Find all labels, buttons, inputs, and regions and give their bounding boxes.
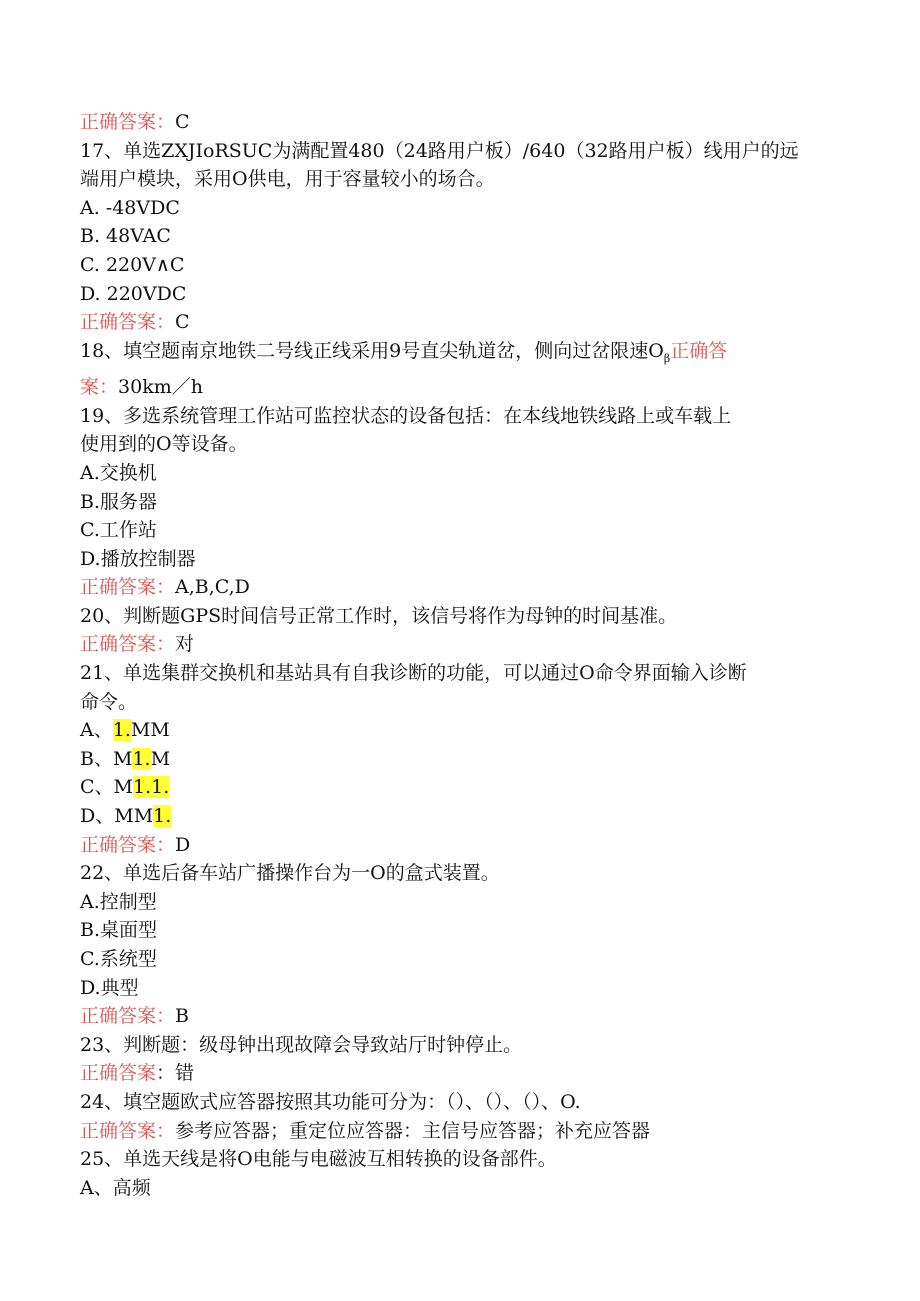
- question-18-line-1: [80, 337, 840, 373]
- answer-line: [80, 373, 840, 402]
- option-c: C.工作站: [80, 519, 157, 542]
- option-text: MM: [130, 719, 170, 742]
- option-mark: A、: [80, 719, 113, 742]
- answer-value: C: [175, 311, 190, 334]
- option-text: M: [112, 747, 133, 770]
- option-c: [80, 773, 840, 802]
- answer-label: 正确答: [670, 339, 728, 362]
- option-text: MM: [114, 805, 154, 828]
- answer-label: 正确答案：: [80, 633, 176, 656]
- answer-line: [80, 1117, 840, 1146]
- answer-value: C: [175, 111, 190, 133]
- question-17-line-1: 17、单选ZXJIoRSUC为满配置480（24路用户板）/640（32路用户板）线用户的远: [80, 139, 799, 162]
- option-mark: D、: [80, 805, 115, 828]
- answer-label: 正确答案：: [80, 311, 176, 334]
- answer-label: 正确答案：: [80, 1119, 176, 1142]
- question-19-line-1: 19、多选系统管理工作站可监控状态的设备包括：在本线地铁线路上或车载上: [80, 404, 732, 427]
- question-25-line-1: 25、单选天线是将O电能与电磁波互相转换的设备部件。: [80, 1148, 557, 1171]
- question-21-line-2: 命令。: [80, 690, 138, 713]
- answer-value: B: [175, 1005, 189, 1028]
- question-18-sub: β: [663, 351, 671, 365]
- answer-value: 对: [175, 633, 195, 656]
- option-b: B.服务器: [80, 490, 158, 513]
- answer-value: 参考应答器；重定位应答器：主信号应答器；补充应答器: [175, 1119, 651, 1142]
- answer-value: A,B,C,D: [175, 576, 250, 599]
- answer-label: 案：: [80, 376, 119, 399]
- highlighted-text: 1.: [132, 747, 151, 770]
- option-c: C.系统型: [80, 948, 157, 971]
- answer-label: 正确答案：: [80, 833, 176, 856]
- option-d: D.播放控制器: [80, 547, 196, 570]
- option-c: C. 220V∧C: [80, 253, 185, 276]
- question-22-line-1: 22、单选后备车站广播操作台为一O的盒式装置。: [80, 862, 500, 885]
- highlighted-text: 1.: [153, 805, 172, 828]
- answer-label: 正确答案：: [80, 1005, 176, 1028]
- answer-line: [80, 573, 840, 602]
- question-18-text: 18、填空题南京地铁二号线正线采用9号直尖轨道岔，侧向过岔限速O: [80, 339, 664, 362]
- highlighted-text: 1.: [112, 719, 131, 742]
- option-b: B. 48VAC: [80, 225, 171, 248]
- option-b: B.桌面型: [80, 919, 158, 942]
- option-text: M: [150, 747, 171, 770]
- option-a: A.控制型: [80, 890, 157, 913]
- answer-line: [80, 831, 840, 860]
- option-a: A. -48VDC: [80, 196, 180, 219]
- option-mark: B、: [80, 747, 113, 770]
- answer-value: D: [175, 833, 191, 856]
- option-a: A、高频: [80, 1176, 151, 1199]
- document-body: [80, 108, 840, 1202]
- option-text: M: [113, 776, 134, 799]
- answer-line: [80, 1002, 840, 1031]
- option-a: A.交换机: [80, 461, 157, 484]
- answer-line: [80, 630, 840, 659]
- answer-line: [80, 308, 840, 337]
- answer-label: 正确答案：: [80, 111, 176, 133]
- option-d: D. 220VDC: [80, 282, 187, 305]
- option-mark: C、: [80, 776, 114, 799]
- answer-line: [80, 1059, 840, 1088]
- question-17-line-2: 端用户模块，采用O供电，用于容量较小的场合。: [80, 168, 495, 191]
- answer-label: 正确答案：: [80, 576, 176, 599]
- answer-label: 正确答案: [80, 1062, 157, 1085]
- option-d: D.典型: [80, 976, 139, 999]
- question-19-line-2: 使用到的O等设备。: [80, 433, 248, 456]
- highlighted-text: 1.1.: [133, 776, 170, 799]
- answer-value: ：错: [156, 1062, 195, 1085]
- answer-line: [80, 108, 840, 137]
- option-a: [80, 716, 840, 745]
- question-23-line-1: 23、判断题：级母钟出现故障会导致站厅时钟停止。: [80, 1033, 523, 1056]
- question-24-line-1: 24、填空题欧式应答器按照其功能可分为：（）、（）、（）、O.: [80, 1090, 581, 1113]
- question-21-line-1: 21、单选集群交换机和基站具有自我诊断的功能，可以通过O命令界面输入诊断: [80, 662, 747, 685]
- option-d: [80, 802, 840, 831]
- option-b: [80, 745, 840, 774]
- question-20-line-1: 20、判断题GPS时间信号正常工作时，该信号将作为母钟的时间基准。: [80, 604, 678, 627]
- answer-value: 30km／h: [118, 376, 203, 399]
